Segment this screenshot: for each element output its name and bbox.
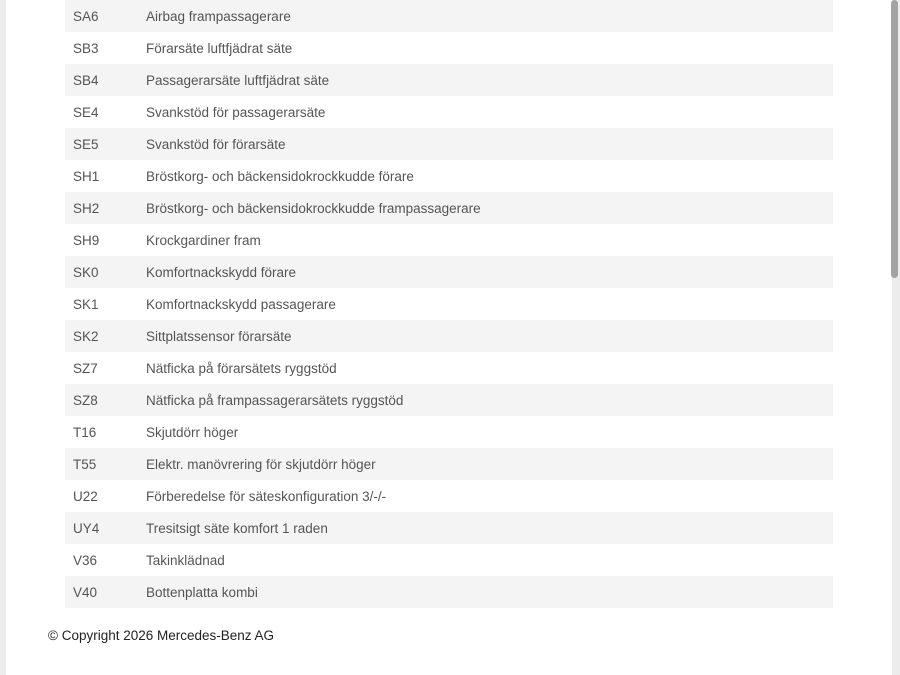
option-code: V36: [73, 552, 98, 568]
table-row: [65, 224, 833, 256]
option-description: Tresitsigt säte komfort 1 raden: [146, 520, 328, 536]
option-description: Komfortnackskydd passagerare: [146, 296, 336, 312]
copyright-text: © Copyright 2026 Mercedes-Benz AG: [48, 628, 275, 643]
option-description: Airbag frampassagerare: [146, 8, 291, 24]
vertical-scrollbar[interactable]: [891, 0, 898, 675]
table-row: [65, 288, 833, 320]
option-description: Svankstöd för förarsäte: [146, 136, 286, 152]
option-description: Svankstöd för passagerarsäte: [146, 104, 326, 120]
table-row: [65, 0, 833, 32]
option-description: Förarsäte luftfjädrat säte: [146, 40, 293, 56]
equipment-code-table: [65, 0, 833, 608]
option-code: SB3: [73, 40, 99, 56]
table-row: [65, 256, 833, 288]
option-code: SH1: [73, 168, 100, 184]
option-description: Nätficka på förarsätets ryggstöd: [146, 360, 337, 376]
table-row: [65, 576, 833, 608]
option-code: SZ8: [73, 392, 98, 408]
table-row: [65, 128, 833, 160]
table-row: [65, 448, 833, 480]
table-row: [65, 384, 833, 416]
table-row: [65, 320, 833, 352]
option-code: UY4: [73, 520, 100, 536]
option-description: Passagerarsäte luftfjädrat säte: [146, 72, 330, 88]
option-description: Nätficka på frampassagerarsätets ryggstöd: [146, 392, 404, 408]
option-description: Takinklädnad: [146, 552, 225, 568]
table-row: [65, 352, 833, 384]
table-row: [65, 64, 833, 96]
option-code: SK0: [73, 264, 99, 280]
option-code: SK2: [73, 328, 99, 344]
table-row: [65, 512, 833, 544]
option-code: U22: [73, 488, 98, 504]
option-code: SB4: [73, 72, 99, 88]
option-code: SA6: [73, 8, 99, 24]
option-description: Bottenplatta kombi: [146, 584, 258, 600]
option-code: SH9: [73, 232, 100, 248]
option-description: Sittplatssensor förarsäte: [146, 328, 292, 344]
option-description: Bröstkorg- och bäckensidokrockkudde frampassagerare: [146, 200, 481, 216]
option-description: Bröstkorg- och bäckensidokrockkudde förare: [146, 168, 414, 184]
option-code: SE5: [73, 136, 99, 152]
scrollbar-thumb[interactable]: [891, 0, 898, 278]
table-row: [65, 544, 833, 576]
page-content: [6, 0, 892, 675]
option-code: SH2: [73, 200, 100, 216]
option-code: V40: [73, 584, 98, 600]
table-row: [65, 480, 833, 512]
option-description: Skjutdörr höger: [146, 424, 239, 440]
option-description: Elektr. manövrering för skjutdörr höger: [146, 456, 376, 472]
option-description: Krockgardiner fram: [146, 232, 261, 248]
option-code: SZ7: [73, 360, 98, 376]
option-code: T16: [73, 424, 97, 440]
table-row: [65, 192, 833, 224]
table-row: [65, 160, 833, 192]
table-row: [65, 32, 833, 64]
option-code: T55: [73, 456, 97, 472]
table-row: [65, 416, 833, 448]
table-row: [65, 96, 833, 128]
option-description: Komfortnackskydd förare: [146, 264, 297, 280]
option-code: SE4: [73, 104, 99, 120]
option-description: Förberedelse för säteskonfiguration 3/-/-: [146, 488, 387, 504]
option-code: SK1: [73, 296, 99, 312]
